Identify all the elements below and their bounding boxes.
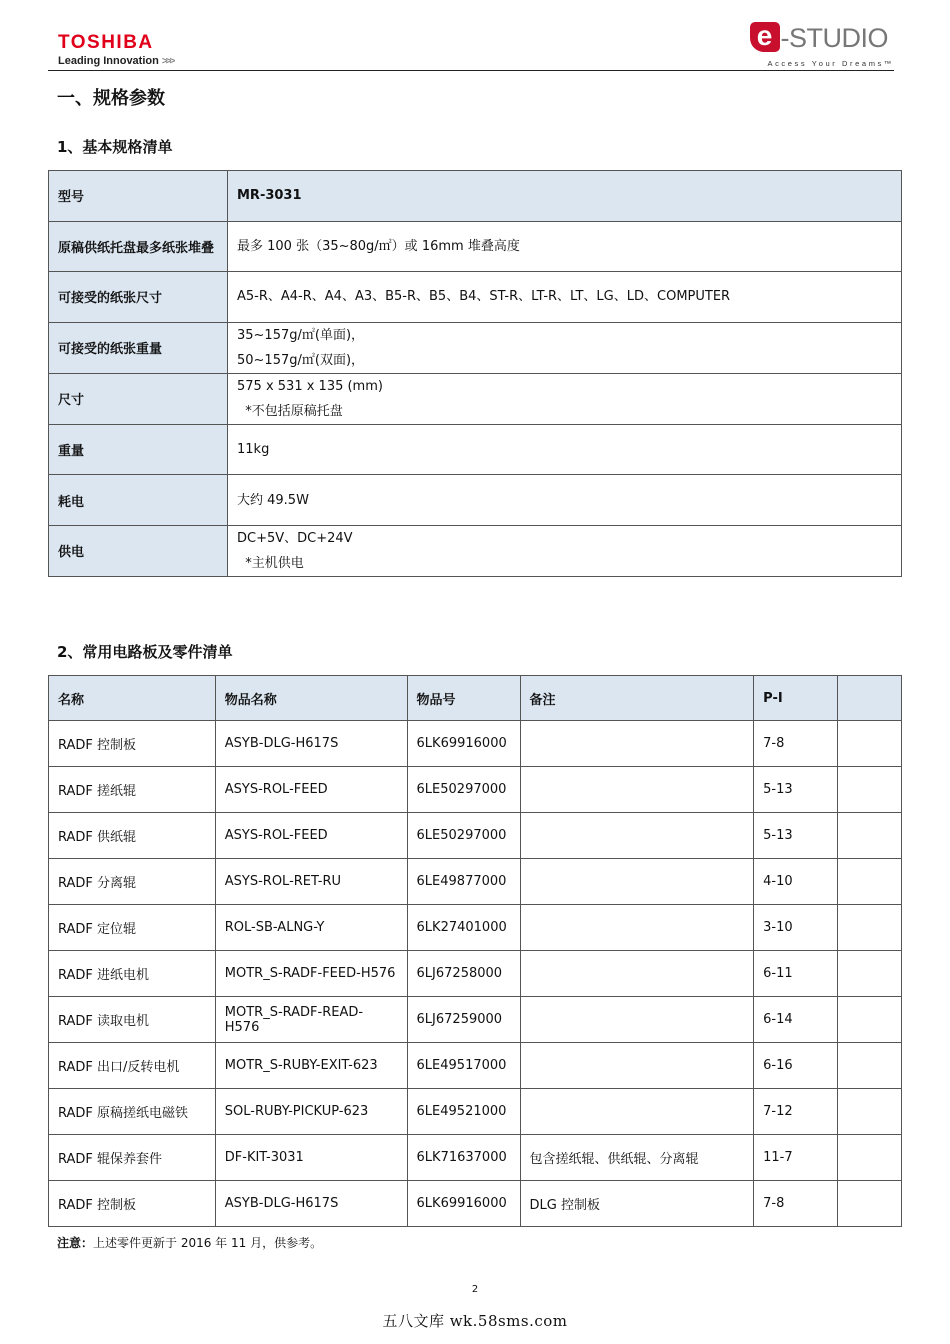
spec-value-line: *主机供电	[237, 555, 304, 571]
note-label: 注意：	[57, 1236, 94, 1250]
table-cell: ASYB-DLG-H617S	[215, 721, 407, 767]
tagline-text: Leading Innovation	[58, 55, 159, 67]
table-cell	[520, 1089, 754, 1135]
table-cell: SOL-RUBY-PICKUP-623	[215, 1089, 407, 1135]
table-cell	[520, 721, 754, 767]
page-header	[48, 20, 894, 71]
table-cell: RADF 原稿搓纸电磁铁	[49, 1089, 216, 1135]
table-cell: 包含搓纸辊、供纸辊、分离辊	[520, 1135, 754, 1181]
table-cell	[520, 905, 754, 951]
table-row	[49, 721, 902, 767]
table-cell: 4-10	[754, 859, 838, 905]
table-cell: 6LJ67258000	[407, 951, 520, 997]
table-cell: 6LK69916000	[407, 1181, 520, 1227]
table-cell	[520, 1043, 754, 1089]
estudio-slogan: Access Your Dreams™	[767, 59, 894, 68]
table-cell: RADF 定位辊	[49, 905, 216, 951]
table-cell: 6LK69916000	[407, 721, 520, 767]
table-cell: ASYS-ROL-FEED	[215, 813, 407, 859]
spec-value	[228, 322, 902, 373]
spec-row	[49, 221, 902, 272]
table-cell: DF-KIT-3031	[215, 1135, 407, 1181]
table-cell: 6LK27401000	[407, 905, 520, 951]
table-cell: RADF 出口/反转电机	[49, 1043, 216, 1089]
table-cell: 11-7	[754, 1135, 838, 1181]
table-cell: MOTR_S-RADF-READ-H576	[215, 997, 407, 1043]
section-title: 一、规格参数	[57, 88, 165, 109]
spec-value-line: 50~157g/㎡(双面)，	[237, 352, 365, 368]
spec-value	[228, 221, 902, 272]
table-cell	[838, 813, 902, 859]
table-cell	[520, 813, 754, 859]
parts-column-header: 名称	[49, 676, 216, 721]
spec-label: 尺寸	[49, 373, 228, 424]
estudio-text: -STUDIO	[780, 23, 888, 53]
table-cell: 6LE50297000	[407, 767, 520, 813]
spec-row	[49, 424, 902, 475]
estudio-logo	[750, 22, 889, 60]
chevron-icon: >>>	[161, 56, 174, 67]
spec-value-line: 最多 100 张（35~80g/㎡）或 16mm 堆叠高度	[237, 238, 520, 254]
spec-value-line: DC+5V、DC+24V	[237, 530, 353, 546]
table-cell: 5-13	[754, 767, 838, 813]
spec-label: 可接受的纸张重量	[49, 322, 228, 373]
spec-value	[228, 424, 902, 475]
table-cell	[838, 721, 902, 767]
spec-row	[49, 171, 902, 222]
spec-label: 可接受的纸张尺寸	[49, 272, 228, 323]
table-cell	[838, 1089, 902, 1135]
spec-value-line: *不包括原稿托盘	[237, 403, 343, 419]
table-cell	[838, 951, 902, 997]
spec-heading: 1、基本规格清单	[57, 138, 173, 156]
table-cell: 6LJ67259000	[407, 997, 520, 1043]
table-cell: ASYB-DLG-H617S	[215, 1181, 407, 1227]
table-cell: 6LE49877000	[407, 859, 520, 905]
table-row	[49, 951, 902, 997]
table-cell: RADF 控制板	[49, 1181, 216, 1227]
table-cell: 6LE50297000	[407, 813, 520, 859]
parts-table	[48, 675, 902, 1227]
table-cell	[838, 1043, 902, 1089]
spec-row	[49, 475, 902, 526]
table-cell: 7-12	[754, 1089, 838, 1135]
note	[57, 1234, 322, 1251]
toshiba-logo: TOSHIBA	[58, 32, 154, 53]
parts-heading: 2、常用电路板及零件清单	[57, 643, 233, 661]
spec-row	[49, 322, 902, 373]
table-cell: 6-16	[754, 1043, 838, 1089]
parts-column-header: P-I	[754, 676, 838, 721]
table-cell: 6LE49517000	[407, 1043, 520, 1089]
spec-value-line: 575 x 531 x 135 (mm)	[237, 378, 383, 394]
footer-watermark: 五八文库 wk.58sms.com	[382, 1312, 568, 1330]
parts-column-header: 物品号	[407, 676, 520, 721]
table-cell: MOTR_S-RUBY-EXIT-623	[215, 1043, 407, 1089]
spec-value-line: 11kg	[237, 442, 270, 458]
spec-value	[228, 475, 902, 526]
estudio-e-icon: e	[750, 22, 780, 52]
table-cell	[838, 905, 902, 951]
table-cell: ASYS-ROL-RET-RU	[215, 859, 407, 905]
spec-value	[228, 525, 902, 576]
table-cell: 6LE49521000	[407, 1089, 520, 1135]
spec-label: 型号	[49, 171, 228, 222]
table-cell: RADF 供纸辊	[49, 813, 216, 859]
table-cell: 7-8	[754, 1181, 838, 1227]
spec-label: 重量	[49, 424, 228, 475]
table-cell: 6LK71637000	[407, 1135, 520, 1181]
table-cell	[838, 1181, 902, 1227]
table-cell: 7-8	[754, 721, 838, 767]
table-cell	[520, 859, 754, 905]
table-cell: ROL-SB-ALNG-Y	[215, 905, 407, 951]
table-cell	[838, 1135, 902, 1181]
table-cell: 6-11	[754, 951, 838, 997]
spec-value-line: 35~157g/㎡(单面)，	[237, 327, 365, 343]
page-number: 2	[471, 1284, 479, 1295]
table-cell	[838, 767, 902, 813]
table-cell: RADF 辊保养套件	[49, 1135, 216, 1181]
table-row	[49, 905, 902, 951]
spec-row	[49, 525, 902, 576]
table-cell: 6-14	[754, 997, 838, 1043]
table-cell: RADF 进纸电机	[49, 951, 216, 997]
table-cell: MOTR_S-RADF-FEED-H576	[215, 951, 407, 997]
spec-label: 原稿供纸托盘最多纸张堆叠	[49, 221, 228, 272]
spec-row	[49, 272, 902, 323]
table-row	[49, 1135, 902, 1181]
table-cell	[838, 997, 902, 1043]
spec-value	[228, 373, 902, 424]
tagline	[58, 55, 173, 67]
table-row	[49, 767, 902, 813]
note-text: 上述零件更新于 2016 年 11 月，供参考。	[93, 1236, 323, 1250]
table-cell: ASYS-ROL-FEED	[215, 767, 407, 813]
table-cell	[838, 859, 902, 905]
table-cell: RADF 控制板	[49, 721, 216, 767]
table-cell	[520, 997, 754, 1043]
table-cell: DLG 控制板	[520, 1181, 754, 1227]
table-cell: RADF 搓纸辊	[49, 767, 216, 813]
spec-value	[228, 272, 902, 323]
spec-label: 供电	[49, 525, 228, 576]
spec-value-line: MR-3031	[237, 188, 302, 204]
table-cell: RADF 读取电机	[49, 997, 216, 1043]
spec-row	[49, 373, 902, 424]
spec-table	[48, 170, 902, 577]
table-row	[49, 1089, 902, 1135]
parts-column-header: 物品名称	[215, 676, 407, 721]
spec-value	[228, 171, 902, 222]
table-cell: 3-10	[754, 905, 838, 951]
table-row	[49, 859, 902, 905]
parts-column-header: 备注	[520, 676, 754, 721]
table-row	[49, 997, 902, 1043]
spec-value-line: A5-R、A4-R、A4、A3、B5-R、B5、B4、ST-R、LT-R、LT、LG、LD、COMPUTER	[237, 289, 731, 305]
table-row	[49, 1181, 902, 1227]
table-cell	[520, 767, 754, 813]
spec-value-line: 大约 49.5W	[237, 492, 309, 508]
parts-column-header	[838, 676, 902, 721]
table-cell	[520, 951, 754, 997]
table-cell: RADF 分离辊	[49, 859, 216, 905]
table-cell: 5-13	[754, 813, 838, 859]
table-row	[49, 1043, 902, 1089]
spec-label: 耗电	[49, 475, 228, 526]
table-row	[49, 813, 902, 859]
